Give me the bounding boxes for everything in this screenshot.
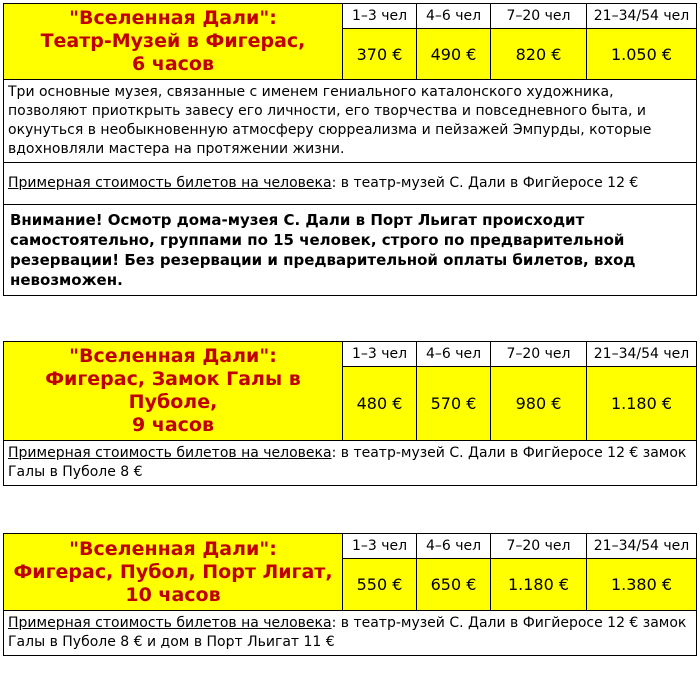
price-cell: 550 € [343,559,417,611]
tour-title-line: "Вселенная Дали": [69,7,277,29]
price-cell: 650 € [417,559,491,611]
group-size-header: 1–3 чел [343,534,417,559]
group-size-header: 21–34/54 чел [587,4,697,29]
group-size-header: 21–34/54 чел [587,342,697,367]
ticket-cost-label: Примерная стоимость билетов на человека [8,445,332,461]
price-cell: 980 € [491,367,587,441]
price-cell: 370 € [343,29,417,80]
price-cell: 1.380 € [587,559,697,611]
group-size-header: 7–20 чел [491,342,587,367]
tour-title [4,534,343,611]
group-size-header: 4–6 чел [417,4,491,29]
price-cell: 1.180 € [491,559,587,611]
ticket-cost-label: Примерная стоимость билетов на человека [8,175,332,191]
group-size-header: 4–6 чел [417,534,491,559]
ticket-cost-label: Примерная стоимость билетов на человека [8,615,332,631]
ticket-cost-note [4,441,697,486]
price-cell: 490 € [417,29,491,80]
tour-title-line: "Вселенная Дали": [69,537,277,560]
price-cell: 480 € [343,367,417,441]
ticket-cost-text: : в театр-музей С. Дали в Фигйеросе 12 € замок Галы в Пуболе 8 € и дом в Порт Льигат 11 € [8,615,687,650]
price-cell: 820 € [491,29,587,80]
price-cell: 1.050 € [587,29,697,80]
tour-title-line: 9 часов [131,414,215,436]
group-size-header: 1–3 чел [343,4,417,29]
tour-title [4,4,343,80]
tour-description: Три основные музея, связанные с именем гениального каталонского художника, позволяют приоткрыть завесу его личности, его творчества и повседневного быта, и окунуться в необыкновенную атмосферу сюрреализма и пейзажей Эмпурды, которые вдохновляли мастера на протяжении жизни. [4,80,697,163]
ticket-cost-note [4,611,697,656]
group-size-header: 1–3 чел [343,342,417,367]
tour-table-2 [3,341,697,486]
ticket-cost-text: : в театр-музей С. Дали в Фигйеросе 12 € [331,175,639,191]
ticket-cost-note [4,163,697,205]
tour-title-line: Фигерас, Пубол, Порт Лигат, [13,560,333,583]
tour-table-3 [3,533,697,656]
group-size-header: 4–6 чел [417,342,491,367]
tour-title-line: "Вселенная Дали": [69,345,277,367]
group-size-header: 7–20 чел [491,534,587,559]
tour-title-line: 6 часов [131,53,215,75]
price-cell: 1.180 € [587,367,697,441]
tour-table-1 [3,3,697,296]
ticket-cost-text: : в театр-музей С. Дали в Фигйеросе 12 € замок Галы в Пуболе 8 € [8,445,687,480]
warning-note: Внимание! Осмотр дома-музея С. Дали в Порт Льигат происходит самостоятельно, группами по 15 человек, строго по предварительной резервации! Без резервации и предварительной оплаты билетов, вход невозможен. [4,205,697,296]
tour-title-line: Фигерас, Замок Галы в [45,368,301,390]
group-size-header: 21–34/54 чел [587,534,697,559]
tour-title [4,342,343,441]
tour-title-line: Театр-Музей в Фигерас, [40,30,306,52]
price-cell: 570 € [417,367,491,441]
tour-title-line: 10 часов [125,583,221,606]
group-size-header: 7–20 чел [491,4,587,29]
tour-title-line: Пуболе, [128,391,218,413]
